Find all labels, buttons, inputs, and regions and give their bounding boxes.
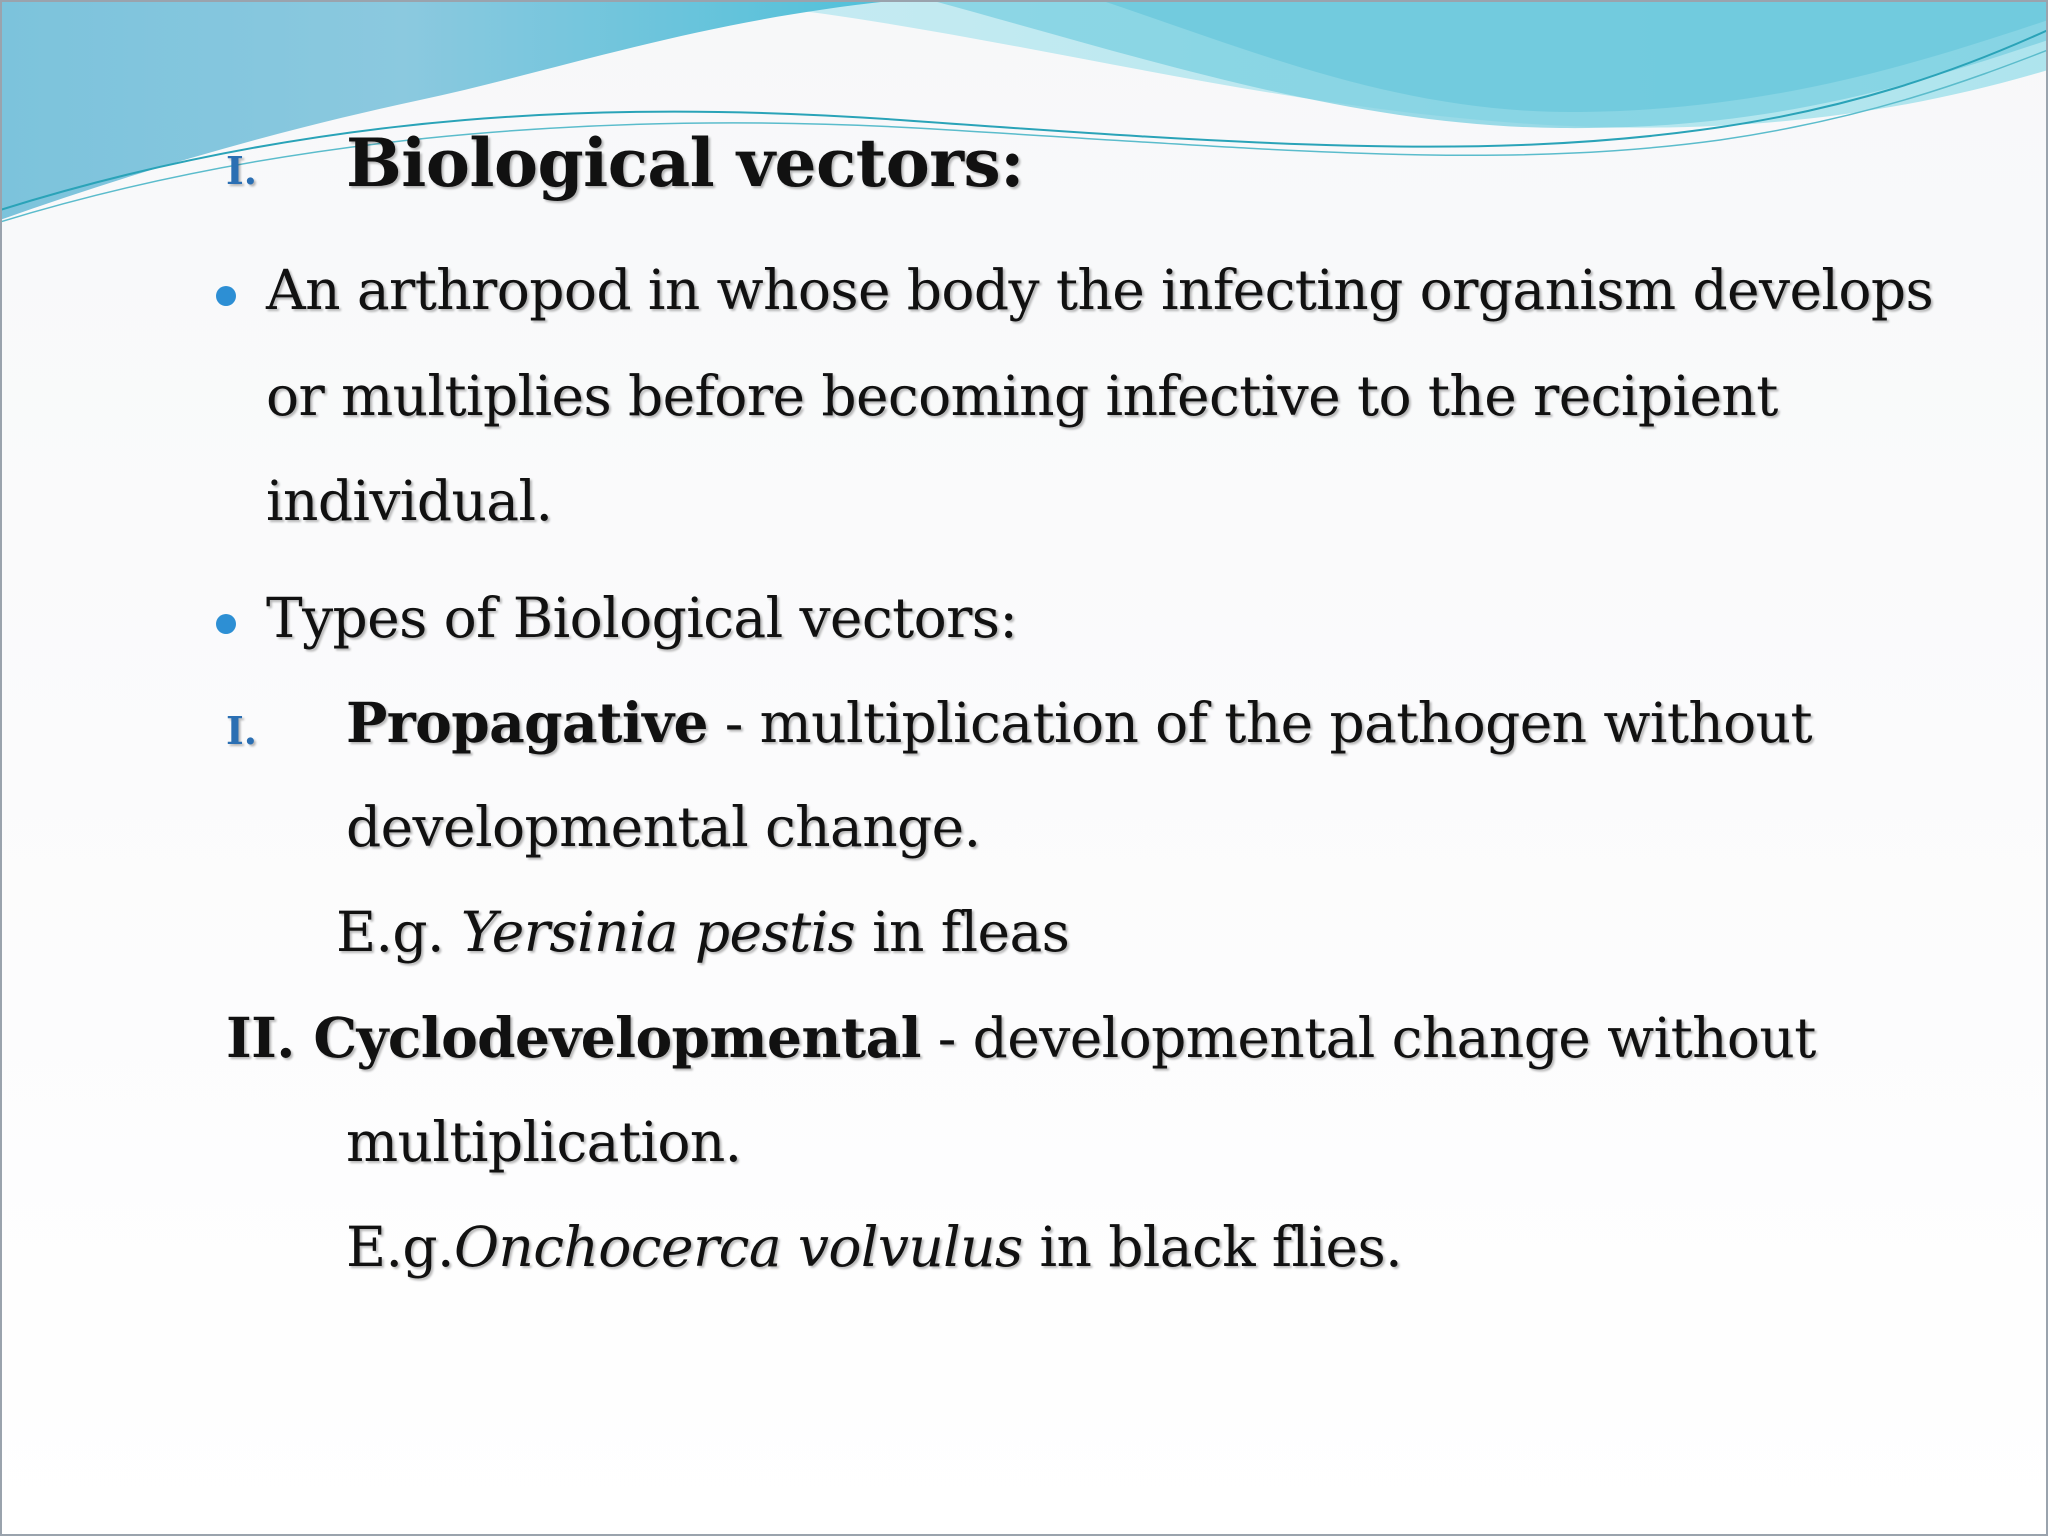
type-1-desc: - multiplication of the pathogen without bbox=[707, 691, 1812, 755]
types-heading: Types of Biological vectors: bbox=[266, 586, 1018, 650]
type-2-desc: - developmental change without bbox=[920, 1006, 1816, 1070]
title-marker: I. bbox=[226, 148, 258, 193]
type-1-term: Propagative bbox=[346, 690, 708, 755]
definition-line-1: An arthropod in whose body the infecting organism develops bbox=[266, 258, 1934, 322]
type-1-example-suffix: in fleas bbox=[855, 900, 1070, 964]
type-1-line-2: developmental change. bbox=[346, 795, 981, 859]
bullet-dot bbox=[216, 286, 236, 306]
slide-title: Biological vectors: bbox=[346, 124, 1025, 202]
definition-line-3: individual. bbox=[266, 469, 553, 533]
definition-line-2: or multiplies before becoming infective to the recipient bbox=[266, 364, 1778, 428]
type-2-line-2: multiplication. bbox=[346, 1110, 742, 1174]
type-1-marker: I. bbox=[226, 708, 258, 753]
type-1-example-prefix: E.g. bbox=[336, 900, 461, 964]
type-2-line-1 bbox=[226, 1005, 1816, 1070]
type-1-example-species: Yersinia pestis bbox=[460, 900, 856, 964]
type-2-example-prefix: E.g. bbox=[346, 1215, 454, 1279]
type-1-line-1 bbox=[346, 690, 1812, 755]
type-2-example-suffix: in black flies. bbox=[1022, 1215, 1402, 1279]
type-2-example-species: Onchocerca volvulus bbox=[453, 1215, 1023, 1279]
type-1-example bbox=[336, 900, 1069, 964]
type-2-example bbox=[346, 1215, 1402, 1279]
type-2-marker: II. bbox=[226, 1005, 295, 1070]
type-2-term: Cyclodevelopmental bbox=[294, 1005, 921, 1070]
bullet-dot bbox=[216, 614, 236, 634]
